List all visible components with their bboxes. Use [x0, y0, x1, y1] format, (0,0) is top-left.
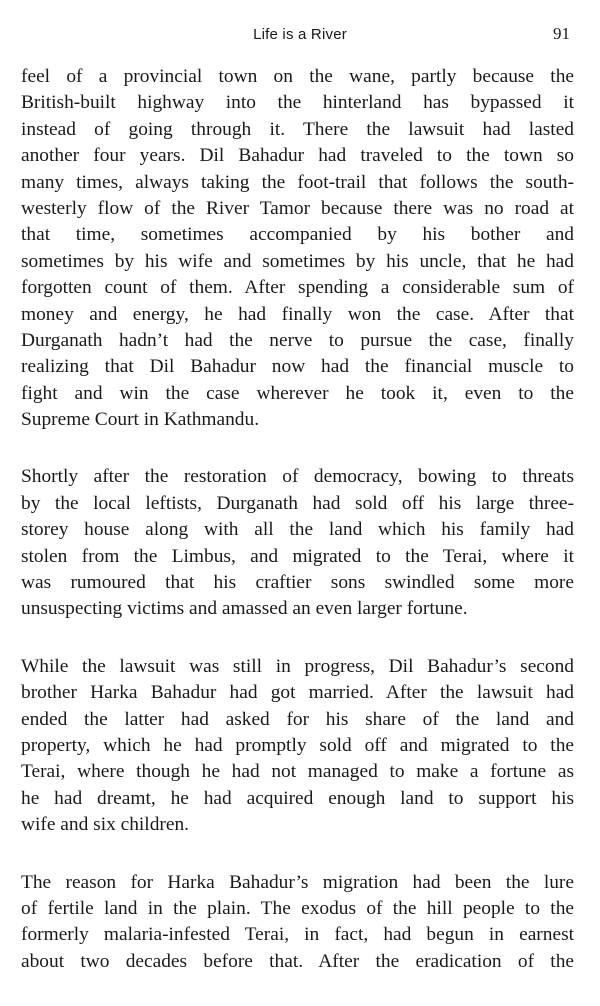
- text-line: While the lawsuit was still in progress, Dil Bahadur’s second: [21, 655, 574, 677]
- text-line: fight and win the case wherever he took it, even to the: [21, 382, 574, 404]
- text-line: that time, sometimes accompanied by his bother and: [21, 224, 574, 246]
- text-line: forgotten count of them. After spending a considerable sum of: [21, 277, 574, 299]
- text-line: storey house along with all the land which his family had: [21, 519, 574, 541]
- text-line: westerly flow of the River Tamor because there was no road at: [21, 197, 574, 219]
- running-head: [0, 24, 600, 48]
- text-line: sometimes by his wife and sometimes by his uncle, that he had: [21, 250, 574, 272]
- text-line: Shortly after the restoration of democracy, bowing to threats: [21, 466, 574, 488]
- text-line: instead of going through it. There the lawsuit had lasted: [21, 118, 574, 140]
- text-line: British-built highway into the hinterland has bypassed it: [21, 92, 574, 114]
- paragraph: [21, 464, 574, 622]
- body-text: [21, 64, 574, 1006]
- text-line: was rumoured that his craftier sons swindled some more: [21, 572, 574, 594]
- text-line: feel of a provincial town on the wane, partly because the: [21, 66, 574, 87]
- text-line: formerly malaria-infested Terai, in fact, had begun in earnest: [21, 924, 574, 946]
- paragraph: [21, 64, 574, 433]
- text-line: about two decades before that. After the eradication of the: [21, 950, 574, 972]
- paragraph: [21, 654, 574, 839]
- text-line: of fertile land in the plain. The exodus of the hill people to the: [21, 897, 574, 919]
- text-line: money and energy, he had finally won the case. After that: [21, 303, 574, 325]
- text-line: realizing that Dil Bahadur now had the financial muscle to: [21, 356, 574, 378]
- running-title: Life is a River: [253, 26, 347, 43]
- text-line: Terai, where though he had not managed to make a fortune as: [21, 761, 574, 783]
- text-line: another four years. Dil Bahadur had traveled to the town so: [21, 145, 574, 167]
- text-line: wife and six children.: [21, 814, 190, 836]
- text-line: Durganath hadn’t had the nerve to pursue the case, finally: [21, 329, 574, 351]
- text-line: property, which he had promptly sold off and migrated to the: [21, 734, 574, 756]
- text-line: many times, always taking the foot-trail that follows the south-: [21, 171, 574, 193]
- text-line: Supreme Court in Kathmandu.: [21, 409, 260, 431]
- text-line: stolen from the Limbus, and migrated to the Terai, where it: [21, 545, 574, 567]
- text-line: The reason for Harka Bahadur’s migration had been the lure: [21, 871, 574, 893]
- text-line: ended the latter had asked for his share of the land and: [21, 708, 574, 730]
- page-number: 91: [553, 24, 570, 43]
- text-line: he had dreamt, he had acquired enough land to support his: [21, 787, 574, 809]
- text-line: unsuspecting victims and amassed an even larger fortune.: [21, 598, 468, 620]
- text-line: brother Harka Bahadur had got married. After the lawsuit had: [21, 682, 574, 704]
- paragraph: [21, 870, 574, 976]
- text-line: by the local leftists, Durganath had sold off his large three-: [21, 492, 574, 514]
